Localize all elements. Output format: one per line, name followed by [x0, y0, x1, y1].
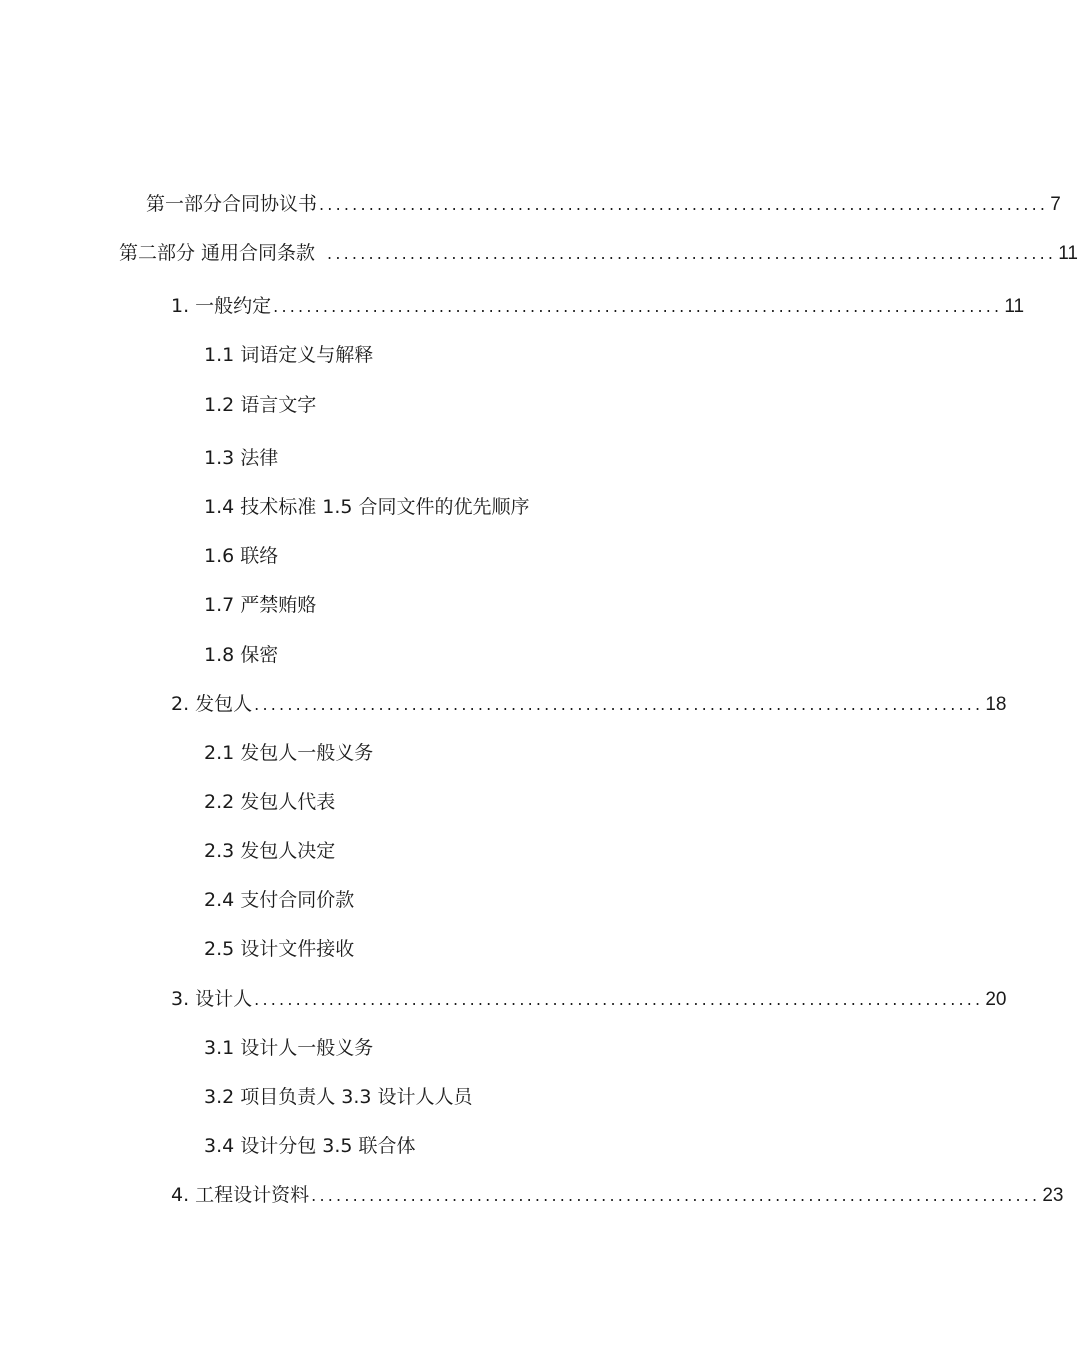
- toc-subentry[interactable]: 3.1 设计人一般义务: [204, 1037, 374, 1059]
- toc-page-number: 11: [1004, 296, 1025, 317]
- toc-entry-title: 第二部分 通用合同条款: [119, 242, 316, 264]
- toc-entry-title: 4. 工程设计资料: [171, 1184, 310, 1206]
- toc-page-number: 23: [1042, 1185, 1064, 1206]
- toc-entry-part2[interactable]: [119, 241, 1078, 266]
- toc-subentry[interactable]: 1.4 技术标准 1.5 合同文件的优先顺序: [204, 496, 530, 518]
- toc-subentry[interactable]: 2.1 发包人一般义务: [204, 742, 374, 764]
- toc-leader-dots: ........................................................................................: [254, 695, 984, 714]
- toc-page-number: 20: [985, 989, 1007, 1010]
- toc-entry-chapter-1[interactable]: [171, 294, 1025, 319]
- toc-subentry[interactable]: 1.6 联络: [204, 545, 279, 567]
- toc-leader-dots: ........................................................................................: [273, 297, 1003, 316]
- toc-page-number: 11: [1058, 243, 1078, 264]
- toc-subentry[interactable]: 3.2 项目负责人 3.3 设计人人员: [204, 1086, 473, 1108]
- toc-entry-chapter-4[interactable]: [171, 1183, 1064, 1208]
- toc-subentry[interactable]: 1.7 严禁贿赂: [204, 594, 317, 616]
- toc-subentry[interactable]: 2.4 支付合同价款: [204, 889, 355, 911]
- toc-entry-chapter-3[interactable]: [171, 987, 1007, 1012]
- toc-leader-dots: ........................................................................................: [311, 1186, 1041, 1205]
- toc-entry-title: 2. 发包人: [171, 693, 253, 715]
- toc-subentry[interactable]: 1.1 词语定义与解释: [204, 344, 374, 366]
- toc-subentry[interactable]: 3.4 设计分包 3.5 联合体: [204, 1135, 416, 1157]
- toc-entry-chapter-2[interactable]: [171, 692, 1007, 717]
- toc-subentry[interactable]: 2.3 发包人决定: [204, 840, 336, 862]
- toc-page-number: 7: [1050, 194, 1061, 215]
- toc-subentry[interactable]: 2.2 发包人代表: [204, 791, 336, 813]
- toc-entry-title: 第一部分合同协议书: [146, 193, 318, 215]
- toc-leader-dots: ........................................................................................: [319, 195, 1049, 214]
- toc-entry-part1[interactable]: [146, 192, 1061, 217]
- toc-leader-dots: ........................................................................................: [254, 990, 984, 1009]
- toc-entry-title: 3. 设计人: [171, 988, 253, 1010]
- toc-subentry[interactable]: 1.3 法律: [204, 447, 279, 469]
- toc-subentry[interactable]: 2.5 设计文件接收: [204, 938, 355, 960]
- toc-page-number: 18: [985, 694, 1007, 715]
- toc-leader-dots: ........................................................................................: [327, 244, 1057, 263]
- toc-subentry[interactable]: 1.8 保密: [204, 644, 279, 666]
- toc-entry-title: 1. 一般约定: [171, 295, 272, 317]
- toc-subentry[interactable]: 1.2 语言文字: [204, 394, 317, 416]
